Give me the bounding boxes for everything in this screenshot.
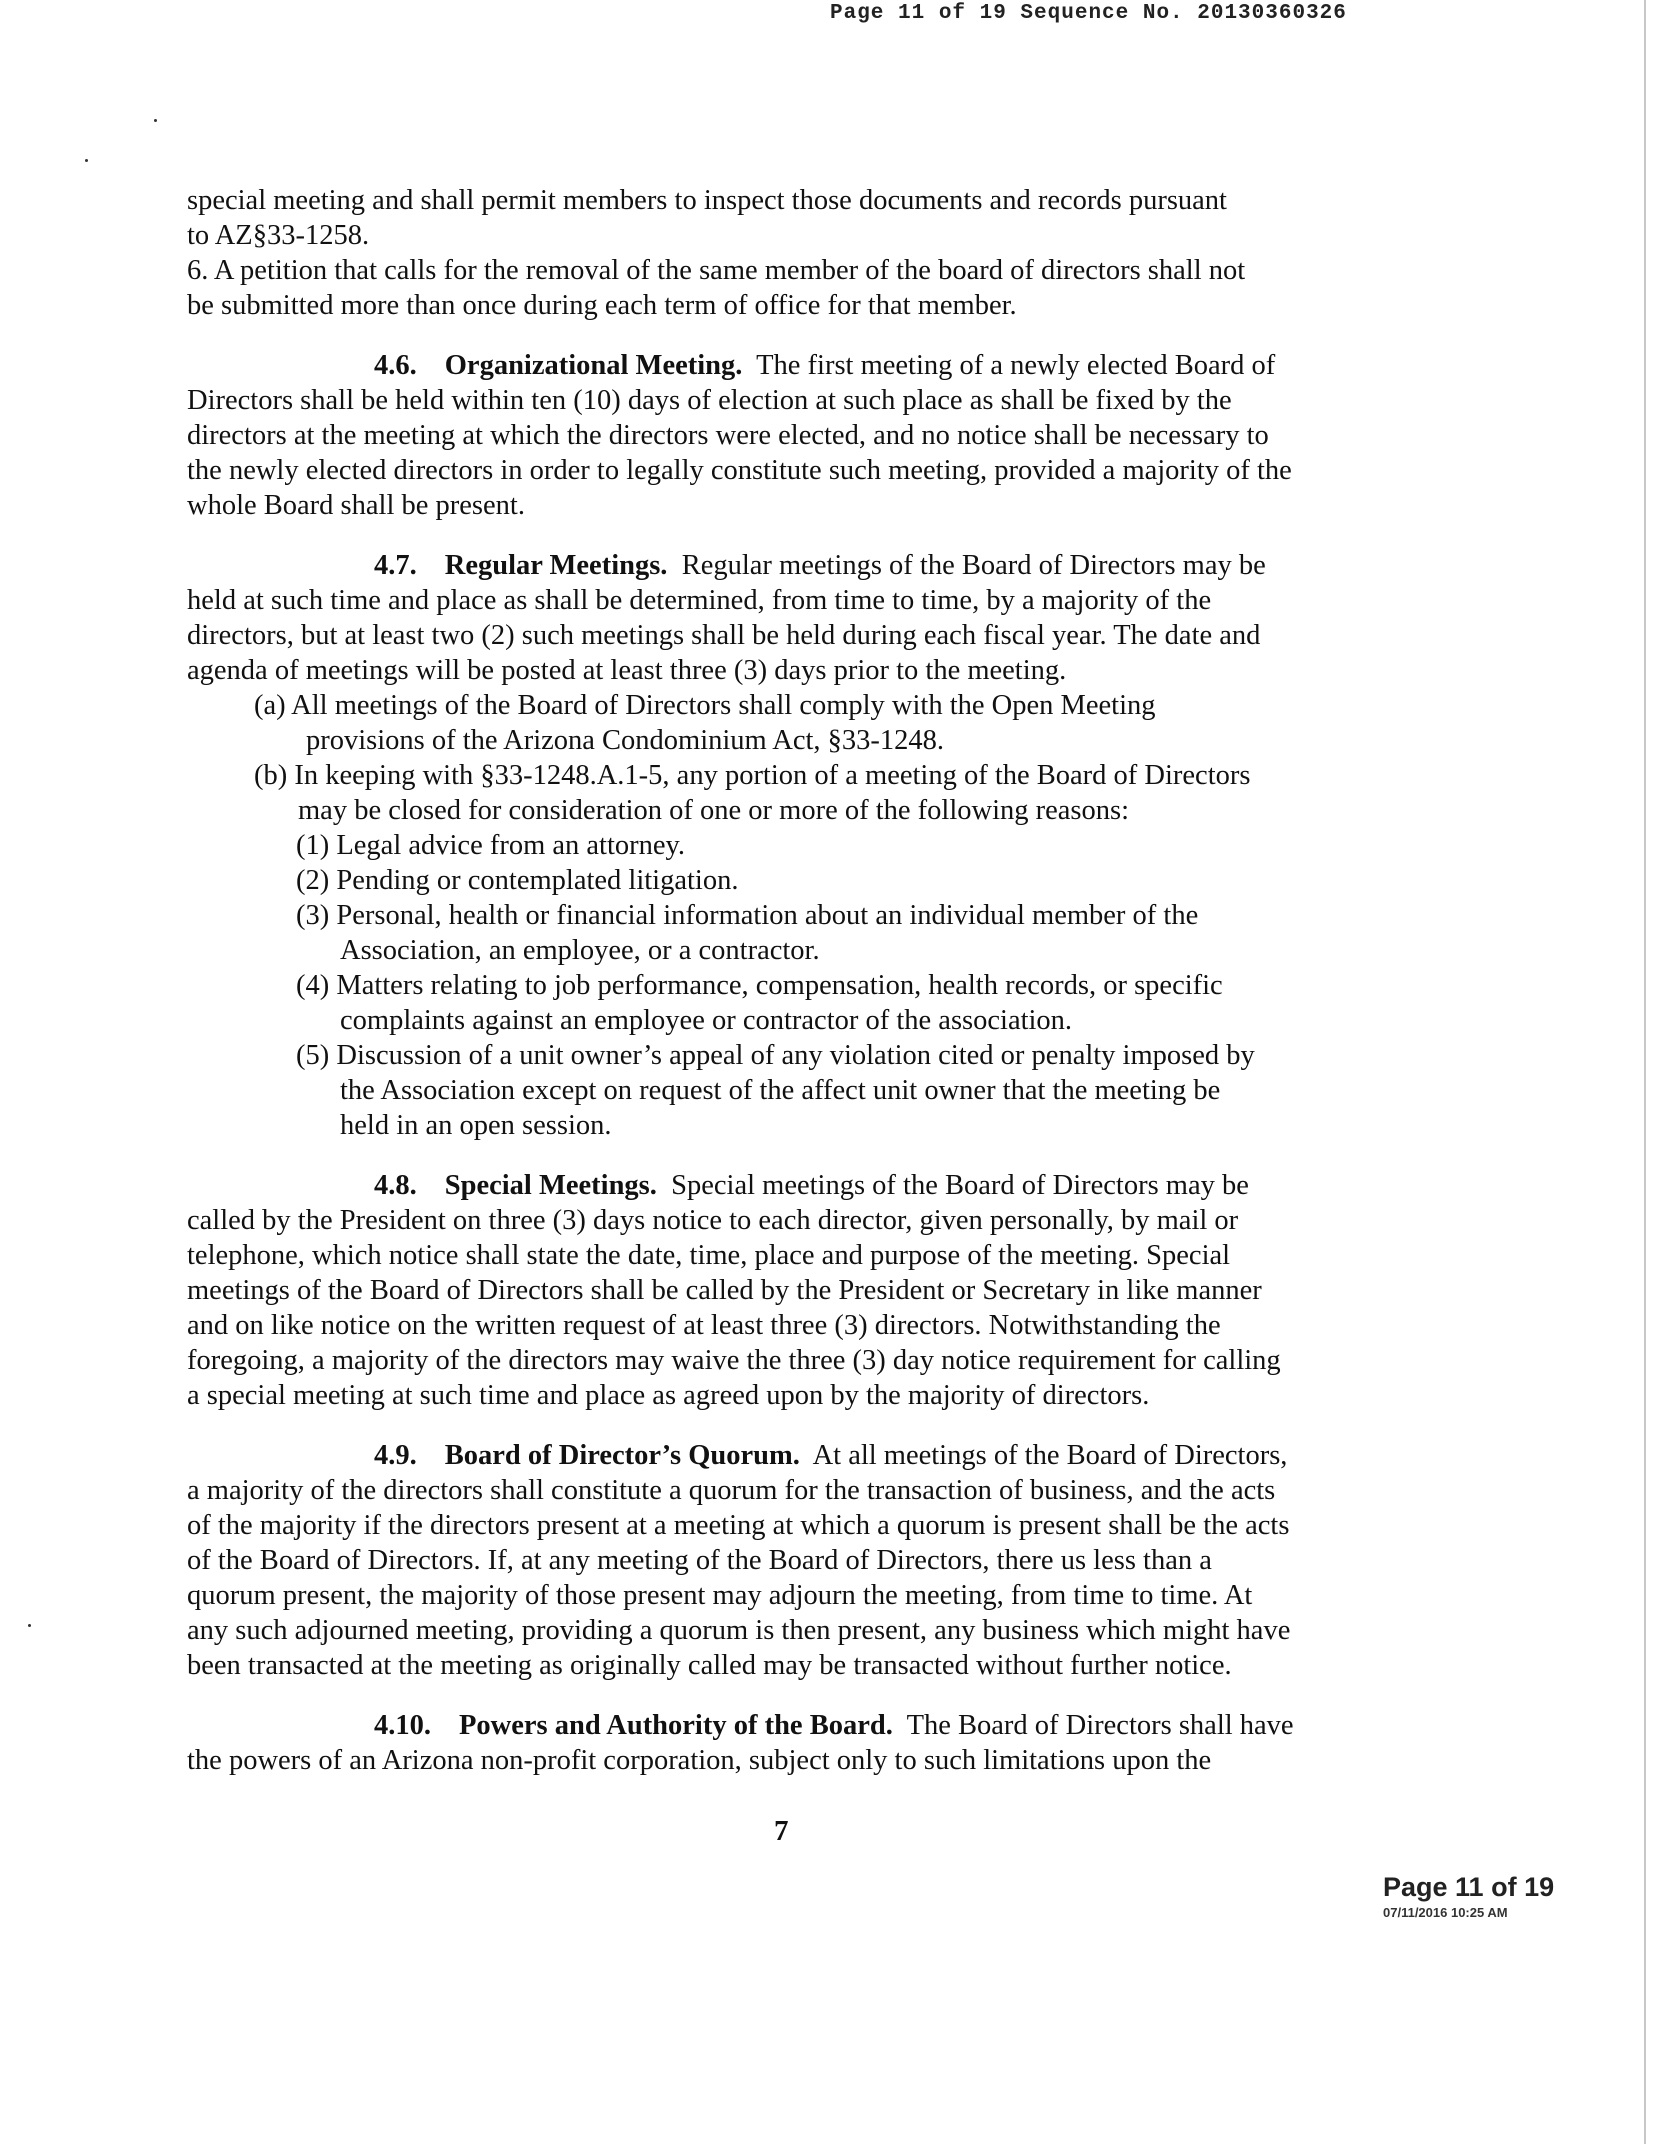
text-line: be submitted more than once during each term of office for that member. [187, 290, 1017, 321]
section-title: Powers and Authority of the Board. [459, 1710, 893, 1741]
section-4-10-heading [187, 1708, 1294, 1743]
text-line: special meeting and shall permit members to inspect those documents and records pursuant [187, 185, 1227, 216]
sub-list-item-continued: held in an open session. [340, 1110, 612, 1141]
text-line: the newly elected directors in order to legally constitute such meeting, provided a majority of the [187, 455, 1292, 486]
section-number: 4.6. [374, 350, 417, 381]
text-line: agenda of meetings will be posted at least three (3) days prior to the meeting. [187, 655, 1067, 686]
section-text: Regular meetings of the Board of Directors may be [681, 550, 1266, 581]
text-line: foregoing, a majority of the directors may waive the three (3) day notice requirement for calling [187, 1345, 1281, 1376]
text-line: a special meeting at such time and place as agreed upon by the majority of directors. [187, 1380, 1150, 1411]
stamp-page: Page 11 of 19 [1383, 1872, 1555, 1902]
intro-block [187, 183, 1245, 323]
section-number: 4.8. [374, 1170, 417, 1201]
stamp-timestamp: 07/11/2016 10:25 AM [1383, 1905, 1508, 1920]
sections-block [187, 348, 1294, 1778]
text-line: telephone, which notice shall state the date, time, place and purpose of the meeting. Special [187, 1240, 1231, 1271]
text-line: the powers of an Arizona non-profit corporation, subject only to such limitations upon the [187, 1745, 1212, 1776]
sub-list-item: (5) Discussion of a unit owner’s appeal of any violation cited or penalty imposed by [296, 1040, 1255, 1071]
text-line: of the Board of Directors. If, at any meeting of the Board of Directors, there us less than a [187, 1545, 1212, 1576]
recording-stamp [1383, 1872, 1554, 1920]
text-line: called by the President on three (3) days notice to each director, given personally, by mail or [187, 1205, 1239, 1236]
section-4-9-heading [187, 1438, 1294, 1473]
page-number: 7 [774, 1815, 789, 1847]
list-item: (a) All meetings of the Board of Directors shall comply with the Open Meeting [254, 690, 1156, 721]
section-text: The first meeting of a newly elected Board of [756, 350, 1276, 381]
section-title: Regular Meetings. [444, 550, 668, 581]
sub-list-item-continued: Association, an employee, or a contractor. [340, 935, 820, 966]
sub-list-item: (3) Personal, health or financial information about an individual member of the [296, 900, 1199, 931]
list-item-continued: may be closed for consideration of one or more of the following reasons: [298, 795, 1130, 826]
section-text: Special meetings of the Board of Directors may be [671, 1170, 1249, 1201]
text-line: any such adjourned meeting, providing a quorum is then present, any business which might have [187, 1615, 1291, 1646]
text-line: whole Board shall be present. [187, 490, 525, 521]
text-line: of the majority if the directors present at a meeting at which a quorum is present shall be the acts [187, 1510, 1290, 1541]
section-title: Special Meetings. [444, 1170, 657, 1201]
section-number: 4.9. [374, 1440, 417, 1471]
scan-speck [154, 119, 157, 122]
text-line: Directors shall be held within ten (10) days of election at such place as shall be fixed by the [187, 385, 1232, 416]
section-4-6-heading [187, 348, 1294, 383]
text-line: directors at the meeting at which the directors were elected, and no notice shall be necessary to [187, 420, 1269, 451]
list-item: (b) In keeping with §33-1248.A.1-5, any portion of a meeting of the Board of Directors [254, 760, 1251, 791]
sub-list-item: (1) Legal advice from an attorney. [296, 830, 686, 861]
scan-speck [28, 1624, 31, 1627]
text-line: 6. A petition that calls for the removal of the same member of the board of directors shall not [187, 255, 1246, 286]
text-line: and on like notice on the written request of at least three (3) directors. Notwithstanding the [187, 1310, 1221, 1341]
section-4-7-heading [187, 548, 1294, 583]
page-header: Page 11 of 19 Sequence No. 20130360326 [830, 2, 1347, 25]
scan-speck [85, 159, 88, 162]
section-title: Organizational Meeting. [444, 350, 743, 381]
sub-list-item-continued: complaints against an employee or contractor of the association. [340, 1005, 1073, 1036]
section-text: The Board of Directors shall have [906, 1710, 1294, 1741]
scan-edge-line [1644, 0, 1646, 2144]
section-title: Board of Director’s Quorum. [444, 1440, 800, 1471]
section-number: 4.7. [374, 550, 417, 581]
text-line: held at such time and place as shall be determined, from time to time, by a majority of the [187, 585, 1212, 616]
section-4-8-heading [187, 1168, 1294, 1203]
section-text: At all meetings of the Board of Directors, [812, 1440, 1288, 1471]
text-line: directors, but at least two (2) such meetings shall be held during each fiscal year. The date and [187, 620, 1261, 651]
list-item-continued: provisions of the Arizona Condominium Act, §33-1248. [306, 725, 945, 756]
section-number: 4.10. [374, 1710, 431, 1741]
sub-list-item: (2) Pending or contemplated litigation. [296, 865, 739, 896]
text-line: been transacted at the meeting as originally called may be transacted without further notice. [187, 1650, 1232, 1681]
sub-list-item: (4) Matters relating to job performance, compensation, health records, or specific [296, 970, 1223, 1001]
text-line: a majority of the directors shall constitute a quorum for the transaction of business, and the acts [187, 1475, 1276, 1506]
text-line: quorum present, the majority of those present may adjourn the meeting, from time to time. At [187, 1580, 1253, 1611]
sub-list-item-continued: the Association except on request of the affect unit owner that the meeting be [340, 1075, 1221, 1106]
text-line: meetings of the Board of Directors shall be called by the President or Secretary in like manner [187, 1275, 1262, 1306]
text-line: to AZ§33-1258. [187, 220, 370, 251]
